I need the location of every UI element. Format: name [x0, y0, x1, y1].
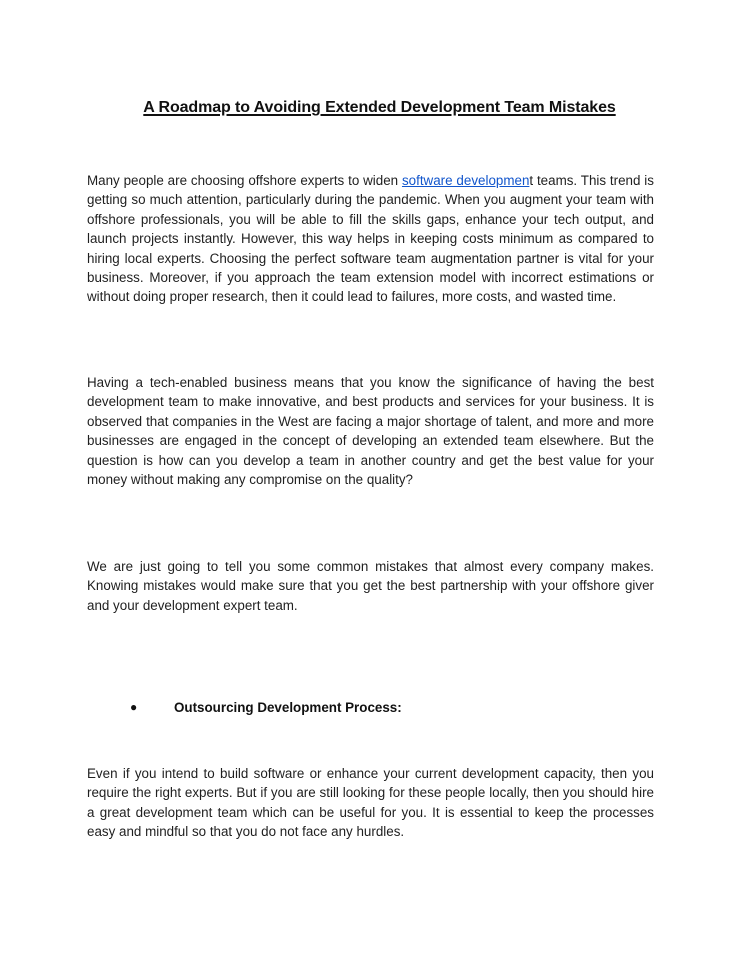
- paragraph-intro-text-start: Many people are choosing offshore experts to widen: [87, 173, 402, 188]
- bullet-icon: ●: [130, 700, 138, 714]
- bullet-list-item: [0, 698, 741, 718]
- section-heading-outsourcing: Outsourcing Development Process:: [174, 700, 402, 715]
- paragraph-outsourcing-process: Even if you intend to build software or enhance your current development capacity, then you require the right experts. But if you are still looking for these people locally, then you should hire a great development team which can be useful for you. It is essential to keep the processes easy and mindful so that you do not face any hurdles.: [87, 766, 654, 840]
- paragraph-tech-business: Having a tech-enabled business means that you know the significance of having the best development team to make innovative, and best products and services for your business. It is observed that companies in the West are facing a major shortage of talent, and more and more businesses are engaged in the concept of developing an extended team elsewhere. But the question is how can you develop a team in another country and get the best value for your money without making any compromise on the quality?: [87, 375, 654, 488]
- paragraph-intro: [87, 171, 654, 307]
- software-development-link[interactable]: software developmen: [401, 173, 530, 188]
- document-title: A Roadmap to Avoiding Extended Development Team Mistakes: [143, 99, 616, 116]
- paragraph-intro-text-end: t teams. This trend is getting so much attention, particularly during the pandemic. When you augment your team with offshore professionals, you will be able to fill the skills gaps, enhance your tech output, and launch projects instantly. However, this way helps in keeping costs minimum as compared to hiring local experts. Choosing the perfect software team augmentation partner is vital for your business. Moreover, if you approach the team extension model with incorrect estimations or without doing proper research, then it could lead to failures, more costs, and wasted time.: [87, 173, 654, 305]
- paragraph-common-mistakes: We are just going to tell you some common mistakes that almost every company makes. Knowing mistakes would make sure that you get the best partnership with your offshore giver and your development expert team.: [87, 559, 654, 613]
